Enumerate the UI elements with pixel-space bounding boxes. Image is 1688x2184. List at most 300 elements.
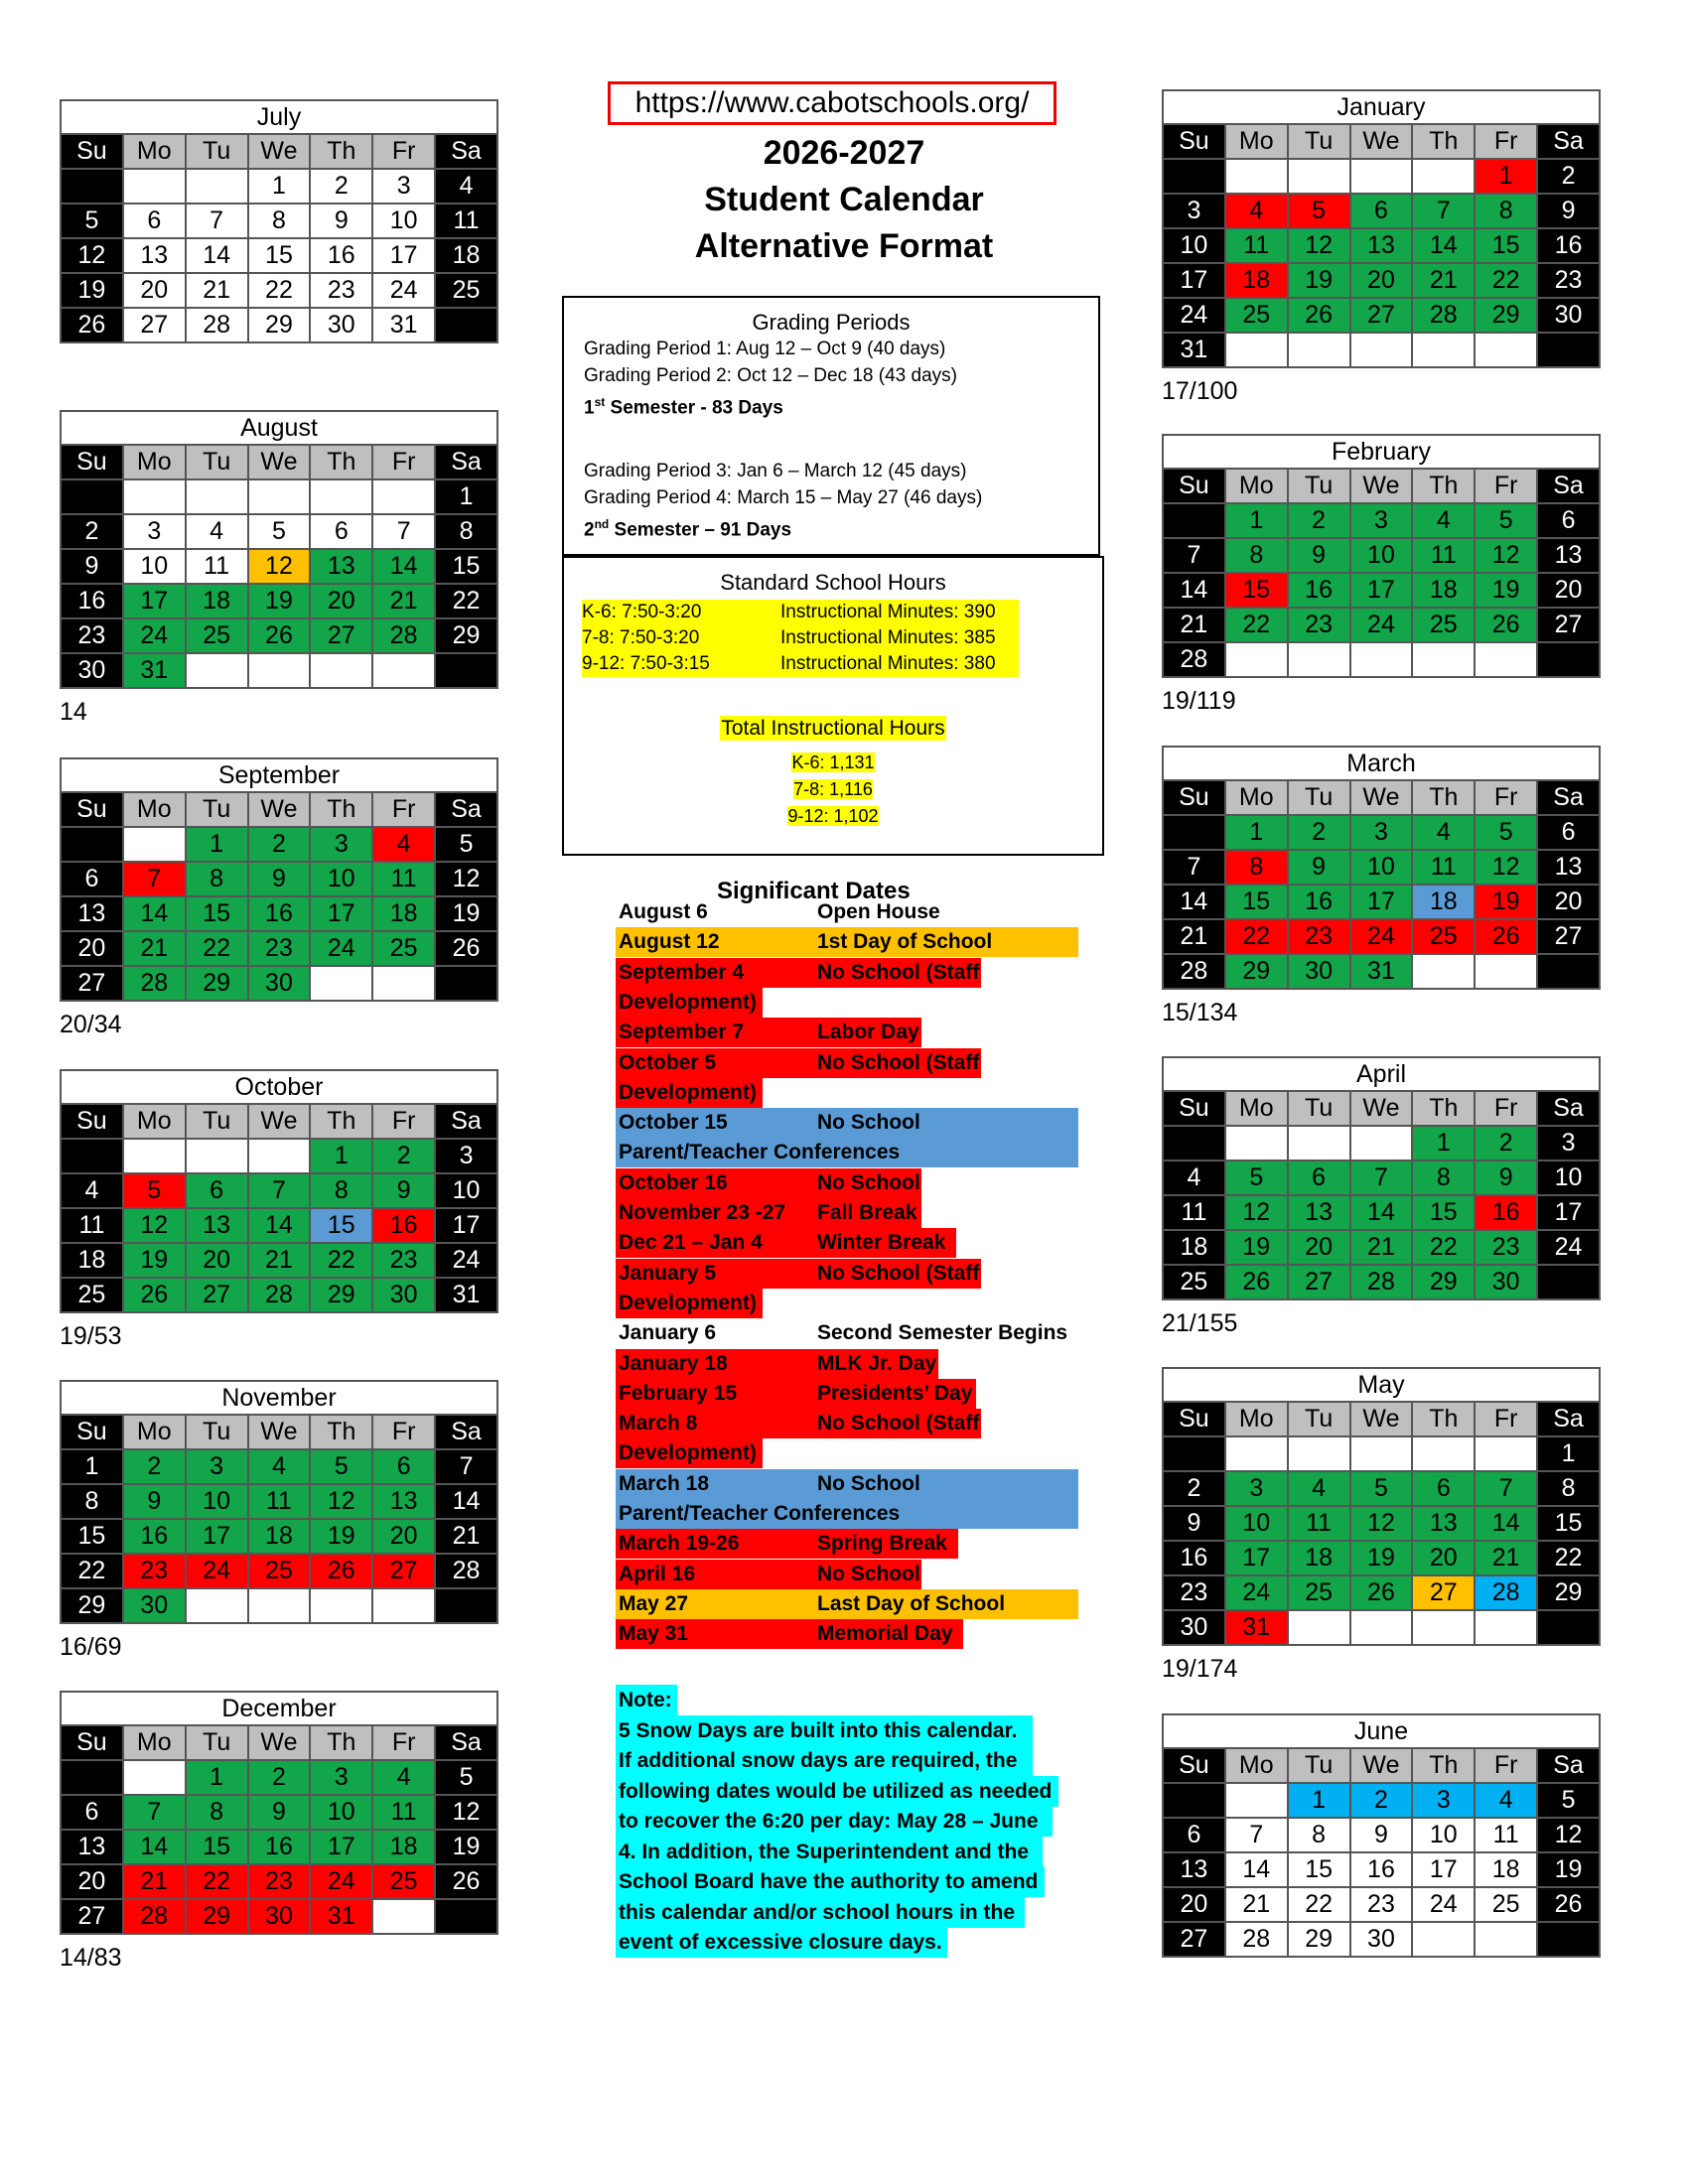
day-cell — [248, 1588, 311, 1623]
weekday-label: Mo — [1225, 124, 1288, 159]
month-title: June — [1163, 1714, 1600, 1748]
event-date: March 19-26 — [619, 1532, 740, 1556]
day-cell: 9 — [61, 549, 123, 584]
month-title: July — [61, 100, 497, 134]
day-cell: 3 — [1350, 815, 1413, 850]
day-cell: 7 — [435, 1449, 497, 1484]
day-cell: 10 — [1225, 1506, 1288, 1541]
day-cell: 8 — [435, 514, 497, 549]
weekday-label: We — [248, 1725, 311, 1760]
day-cell — [1288, 159, 1350, 194]
day-cell: 12 — [1537, 1818, 1600, 1852]
day-cell: 4 — [61, 1173, 123, 1208]
day-cell: 26 — [1537, 1887, 1600, 1922]
weekday-label: Th — [310, 134, 372, 169]
month-october — [60, 1069, 498, 1313]
day-cell: 11 — [435, 204, 497, 238]
weekday-label: Tu — [1288, 1091, 1350, 1126]
day-cell: 19 — [1475, 573, 1537, 608]
day-cell: 8 — [61, 1484, 123, 1519]
weekday-label: Fr — [1475, 1402, 1537, 1436]
note-line: to recover the 6:20 per day: May 28 – June — [616, 1806, 1053, 1837]
weekday-label: Th — [1412, 469, 1475, 503]
day-cell: 30 — [123, 1588, 186, 1623]
first-semester-total: 1st Semester - 83 Days — [584, 395, 783, 419]
day-cell: 16 — [1537, 228, 1600, 263]
day-cell: 14 — [1225, 1852, 1288, 1887]
day-cell — [1475, 333, 1537, 367]
event-date: May 31 — [619, 1622, 689, 1646]
day-cell: 28 — [372, 618, 435, 653]
day-cell — [1475, 1436, 1537, 1471]
day-cell: 15 — [61, 1519, 123, 1554]
day-cell: 4 — [1163, 1160, 1225, 1195]
day-cell: 21 — [1163, 919, 1225, 954]
weekday-label: Th — [1412, 1091, 1475, 1126]
event-name: Memorial Day — [817, 1622, 953, 1646]
day-cell: 11 — [1475, 1818, 1537, 1852]
day-cell: 17 — [310, 1830, 372, 1864]
weekday-label: Mo — [1225, 1748, 1288, 1783]
event-date: Development) — [619, 1441, 757, 1465]
weekday-label: We — [248, 1104, 311, 1139]
day-cell: 4 — [1288, 1471, 1350, 1506]
day-cell: 2 — [1537, 159, 1600, 194]
day-cell: 20 — [1288, 1230, 1350, 1265]
day-cell: 10 — [372, 204, 435, 238]
hours-row-k6: K-6: 7:50-3:20 Instructional Minutes: 390 — [582, 600, 1019, 625]
day-cell: 27 — [61, 1899, 123, 1934]
day-cell: 7 — [1163, 850, 1225, 885]
day-cell: 14 — [123, 1830, 186, 1864]
day-cell: 3 — [1163, 194, 1225, 228]
day-cell: 7 — [1412, 194, 1475, 228]
day-cell — [372, 1899, 435, 1934]
month-title: August — [61, 411, 497, 445]
weekday-label: Su — [61, 792, 123, 827]
cumulative-day-count: 20/34 — [60, 1011, 122, 1038]
weekday-label: Th — [1412, 1402, 1475, 1436]
day-cell: 24 — [435, 1243, 497, 1278]
day-cell: 13 — [1537, 850, 1600, 885]
day-cell — [1537, 1265, 1600, 1299]
day-cell — [1350, 1126, 1413, 1160]
day-cell: 24 — [1537, 1230, 1600, 1265]
day-cell: 25 — [1163, 1265, 1225, 1299]
day-cell: 22 — [61, 1554, 123, 1588]
day-cell — [372, 479, 435, 514]
day-cell: 22 — [435, 584, 497, 618]
day-cell — [1537, 333, 1600, 367]
day-cell: 25 — [1225, 298, 1288, 333]
day-cell: 26 — [123, 1278, 186, 1312]
day-cell: 27 — [186, 1278, 248, 1312]
significant-date-row — [616, 1168, 921, 1198]
day-cell: 2 — [123, 1449, 186, 1484]
day-cell — [1412, 333, 1475, 367]
website-url[interactable]: https://www.cabotschools.org/ — [608, 81, 1056, 125]
day-cell: 14 — [1163, 573, 1225, 608]
day-cell: 14 — [1163, 885, 1225, 919]
day-cell — [1288, 642, 1350, 677]
day-cell: 9 — [248, 862, 311, 896]
month-april — [1162, 1056, 1601, 1300]
day-cell: 8 — [186, 1795, 248, 1830]
day-cell: 14 — [1350, 1195, 1413, 1230]
day-cell: 30 — [372, 1278, 435, 1312]
day-cell: 5 — [1475, 503, 1537, 538]
weekday-label: Th — [1412, 124, 1475, 159]
day-cell: 24 — [1163, 298, 1225, 333]
day-cell: 17 — [1537, 1195, 1600, 1230]
month-january — [1162, 89, 1601, 368]
day-cell: 12 — [1350, 1506, 1413, 1541]
day-cell — [123, 1760, 186, 1795]
cumulative-day-count: 14 — [60, 698, 87, 726]
school-hours-heading: Standard School Hours — [720, 570, 946, 595]
day-cell: 23 — [248, 1864, 311, 1899]
grading-period-4: Grading Period 4: March 15 – May 27 (46 days) — [584, 487, 983, 509]
weekday-label: Fr — [372, 1415, 435, 1449]
day-cell: 30 — [1537, 298, 1600, 333]
day-cell: 9 — [310, 204, 372, 238]
day-cell: 27 — [372, 1554, 435, 1588]
event-name: No School — [817, 1562, 920, 1585]
day-cell: 21 — [1225, 1887, 1288, 1922]
day-cell — [1288, 1436, 1350, 1471]
day-cell: 1 — [61, 1449, 123, 1484]
day-cell — [186, 479, 248, 514]
event-name: No School — [817, 1111, 920, 1135]
day-cell: 19 — [248, 584, 311, 618]
day-cell — [1225, 333, 1288, 367]
day-cell — [61, 1139, 123, 1173]
day-cell — [1163, 815, 1225, 850]
weekday-label: Fr — [1475, 124, 1537, 159]
day-cell — [1412, 1610, 1475, 1645]
event-name: No School (Staff — [817, 1261, 980, 1285]
day-cell: 22 — [1288, 1887, 1350, 1922]
significant-date-row — [616, 1138, 1078, 1167]
weekday-label: Fr — [372, 134, 435, 169]
day-cell: 8 — [1225, 538, 1288, 573]
day-cell: 31 — [310, 1899, 372, 1934]
cumulative-day-count: 19/174 — [1162, 1655, 1238, 1683]
day-cell: 4 — [372, 1760, 435, 1795]
day-cell: 28 — [186, 308, 248, 342]
day-cell: 5 — [1225, 1160, 1288, 1195]
second-semester-total: 2nd Semester – 91 Days — [584, 517, 792, 541]
day-cell: 26 — [248, 618, 311, 653]
day-cell: 3 — [310, 1760, 372, 1795]
day-cell — [1225, 1783, 1288, 1818]
day-cell: 27 — [1412, 1575, 1475, 1610]
day-cell: 18 — [1475, 1852, 1537, 1887]
day-cell — [1537, 1610, 1600, 1645]
day-cell: 21 — [435, 1519, 497, 1554]
event-name: Fall Break — [817, 1201, 917, 1224]
significant-date-row — [616, 1018, 921, 1047]
day-cell — [1537, 1922, 1600, 1957]
event-date: August 12 — [619, 930, 720, 954]
day-cell: 30 — [1288, 954, 1350, 989]
day-cell: 25 — [61, 1278, 123, 1312]
event-date: Development) — [619, 1291, 757, 1314]
day-cell: 12 — [435, 1795, 497, 1830]
day-cell: 13 — [1537, 538, 1600, 573]
day-cell: 18 — [1288, 1541, 1350, 1575]
weekday-label: We — [1350, 780, 1413, 815]
significant-date-row — [616, 1349, 938, 1379]
day-cell: 17 — [372, 238, 435, 273]
day-cell: 6 — [186, 1173, 248, 1208]
day-cell: 20 — [1412, 1541, 1475, 1575]
day-cell: 22 — [310, 1243, 372, 1278]
day-cell: 7 — [1350, 1160, 1413, 1195]
day-cell: 15 — [1288, 1852, 1350, 1887]
day-cell: 30 — [310, 308, 372, 342]
event-date: March 8 — [619, 1412, 698, 1435]
day-cell: 28 — [1475, 1575, 1537, 1610]
day-cell: 16 — [1288, 573, 1350, 608]
note-label: Note: — [616, 1685, 677, 1715]
weekday-label: We — [248, 792, 311, 827]
day-cell: 6 — [123, 204, 186, 238]
cumulative-day-count: 19/119 — [1162, 687, 1236, 715]
month-may — [1162, 1367, 1601, 1646]
weekday-label: Su — [1163, 1748, 1225, 1783]
day-cell: 4 — [1225, 194, 1288, 228]
weekday-label: Fr — [372, 445, 435, 479]
day-cell: 2 — [1163, 1471, 1225, 1506]
month-title: October — [61, 1070, 497, 1104]
day-cell — [1163, 503, 1225, 538]
weekday-label: Fr — [372, 1104, 435, 1139]
event-name: Last Day of School — [817, 1591, 1006, 1615]
day-cell: 25 — [372, 931, 435, 966]
day-cell: 15 — [1412, 1195, 1475, 1230]
day-cell: 23 — [61, 618, 123, 653]
day-cell: 15 — [1225, 885, 1288, 919]
day-cell: 10 — [310, 862, 372, 896]
day-cell: 11 — [372, 862, 435, 896]
day-cell: 28 — [1350, 1265, 1413, 1299]
day-cell: 17 — [1225, 1541, 1288, 1575]
weekday-label: We — [1350, 1748, 1413, 1783]
day-cell: 4 — [1412, 503, 1475, 538]
day-cell: 31 — [1225, 1610, 1288, 1645]
day-cell: 22 — [1412, 1230, 1475, 1265]
day-cell: 14 — [372, 549, 435, 584]
day-cell: 23 — [123, 1554, 186, 1588]
day-cell: 27 — [1537, 608, 1600, 642]
day-cell: 16 — [1163, 1541, 1225, 1575]
day-cell: 4 — [186, 514, 248, 549]
day-cell: 29 — [186, 966, 248, 1001]
day-cell: 7 — [1475, 1471, 1537, 1506]
day-cell: 4 — [372, 827, 435, 862]
significant-date-row — [616, 1499, 1078, 1529]
day-cell: 27 — [1163, 1922, 1225, 1957]
weekday-label: Mo — [123, 1104, 186, 1139]
note-line: 4. In addition, the Superintendent and the — [616, 1837, 1043, 1867]
day-cell: 13 — [186, 1208, 248, 1243]
day-cell: 2 — [1475, 1126, 1537, 1160]
day-cell: 24 — [310, 1864, 372, 1899]
day-cell: 24 — [310, 931, 372, 966]
day-cell: 12 — [1288, 228, 1350, 263]
day-cell: 27 — [310, 618, 372, 653]
day-cell — [1288, 1610, 1350, 1645]
day-cell: 28 — [248, 1278, 311, 1312]
day-cell: 17 — [310, 896, 372, 931]
day-cell — [372, 966, 435, 1001]
day-cell: 17 — [1350, 573, 1413, 608]
day-cell: 16 — [1288, 885, 1350, 919]
day-cell: 18 — [372, 1830, 435, 1864]
day-cell: 26 — [435, 1864, 497, 1899]
event-date: January 6 — [619, 1321, 717, 1345]
day-cell: 11 — [1288, 1506, 1350, 1541]
day-cell: 1 — [1475, 159, 1537, 194]
day-cell: 22 — [248, 273, 311, 308]
day-cell — [1163, 1436, 1225, 1471]
event-date: May 27 — [619, 1591, 689, 1615]
event-name: 1st Day of School — [817, 930, 993, 954]
day-cell: 5 — [123, 1173, 186, 1208]
day-cell: 22 — [1537, 1541, 1600, 1575]
significant-date-row — [616, 1529, 958, 1559]
day-cell: 28 — [123, 1899, 186, 1934]
day-cell — [61, 479, 123, 514]
day-cell: 19 — [310, 1519, 372, 1554]
day-cell: 19 — [1475, 885, 1537, 919]
hours-row-78: 7-8: 7:50-3:20 Instructional Minutes: 385 — [582, 625, 1019, 651]
weekday-label: Mo — [123, 445, 186, 479]
note-line: following dates would be utilized as needed — [616, 1776, 1058, 1807]
day-cell: 13 — [1163, 1852, 1225, 1887]
day-cell — [248, 1139, 311, 1173]
significant-dates-heading: Significant Dates — [717, 878, 911, 904]
weekday-label: Tu — [186, 1104, 248, 1139]
day-cell: 25 — [1288, 1575, 1350, 1610]
day-cell: 1 — [1225, 815, 1288, 850]
day-cell — [248, 653, 311, 688]
event-date: Development) — [619, 990, 757, 1014]
day-cell: 19 — [1288, 263, 1350, 298]
significant-date-row — [616, 1560, 921, 1589]
day-cell: 23 — [372, 1243, 435, 1278]
day-cell: 16 — [310, 238, 372, 273]
significant-date-row — [616, 897, 1078, 927]
weekday-label: We — [1350, 124, 1413, 159]
weekday-label: Mo — [123, 1725, 186, 1760]
calendar-title: Student Calendar — [704, 181, 984, 218]
note-line: this calendar and/or school hours in the — [616, 1897, 1025, 1928]
month-title: November — [61, 1381, 497, 1415]
day-cell: 26 — [1350, 1575, 1413, 1610]
day-cell — [372, 653, 435, 688]
day-cell: 30 — [61, 653, 123, 688]
month-title: December — [61, 1692, 497, 1725]
event-date: October 5 — [619, 1050, 717, 1074]
day-cell: 21 — [248, 1243, 311, 1278]
event-name: No School (Staff — [817, 1412, 980, 1435]
weekday-label: Su — [1163, 1091, 1225, 1126]
day-cell: 11 — [372, 1795, 435, 1830]
day-cell: 18 — [186, 584, 248, 618]
day-cell: 16 — [372, 1208, 435, 1243]
month-title: March — [1163, 747, 1600, 780]
day-cell: 24 — [1350, 919, 1413, 954]
day-cell: 19 — [435, 896, 497, 931]
day-cell: 6 — [61, 1795, 123, 1830]
day-cell: 6 — [1537, 815, 1600, 850]
day-cell: 28 — [1225, 1922, 1288, 1957]
weekday-label: Tu — [186, 134, 248, 169]
day-cell — [1288, 1126, 1350, 1160]
day-cell — [1412, 642, 1475, 677]
significant-date-row — [616, 1198, 921, 1228]
day-cell: 29 — [1537, 1575, 1600, 1610]
weekday-label: Sa — [1537, 780, 1600, 815]
day-cell: 30 — [1163, 1610, 1225, 1645]
day-cell: 27 — [1288, 1265, 1350, 1299]
day-cell — [123, 479, 186, 514]
day-cell: 16 — [248, 896, 311, 931]
grading-period-3: Grading Period 3: Jan 6 – March 12 (45 days) — [584, 461, 967, 482]
day-cell: 12 — [1475, 850, 1537, 885]
event-name: No School (Staff — [817, 1050, 980, 1074]
day-cell: 19 — [1537, 1852, 1600, 1887]
weekday-label: Su — [1163, 469, 1225, 503]
significant-date-row — [616, 1409, 981, 1438]
day-cell: 25 — [248, 1554, 311, 1588]
day-cell — [1412, 1436, 1475, 1471]
cumulative-day-count: 17/100 — [1162, 377, 1238, 405]
weekday-label: Tu — [186, 445, 248, 479]
event-date: August 6 — [619, 900, 708, 923]
weekday-label: Sa — [1537, 1091, 1600, 1126]
day-cell: 1 — [310, 1139, 372, 1173]
weekday-label: Tu — [1288, 124, 1350, 159]
day-cell: 9 — [1475, 1160, 1537, 1195]
grading-period-1: Grading Period 1: Aug 12 – Oct 9 (40 days) — [584, 339, 946, 359]
day-cell: 3 — [435, 1139, 497, 1173]
weekday-label: Su — [61, 1725, 123, 1760]
month-title: April — [1163, 1057, 1600, 1091]
day-cell — [123, 827, 186, 862]
day-cell: 1 — [1225, 503, 1288, 538]
day-cell: 28 — [1163, 954, 1225, 989]
day-cell: 29 — [1412, 1265, 1475, 1299]
grading-periods-box — [562, 296, 1100, 556]
day-cell: 2 — [1288, 815, 1350, 850]
day-cell: 11 — [186, 549, 248, 584]
day-cell: 17 — [1412, 1852, 1475, 1887]
day-cell: 20 — [1350, 263, 1413, 298]
event-date: November 23 -27 — [619, 1201, 786, 1224]
day-cell — [435, 966, 497, 1001]
day-cell: 23 — [1537, 263, 1600, 298]
day-cell: 10 — [123, 549, 186, 584]
day-cell: 3 — [186, 1449, 248, 1484]
day-cell: 14 — [186, 238, 248, 273]
day-cell: 26 — [310, 1554, 372, 1588]
total-hours-78: 7-8: 1,116 — [793, 779, 873, 799]
day-cell: 7 — [1163, 538, 1225, 573]
day-cell: 25 — [1412, 919, 1475, 954]
